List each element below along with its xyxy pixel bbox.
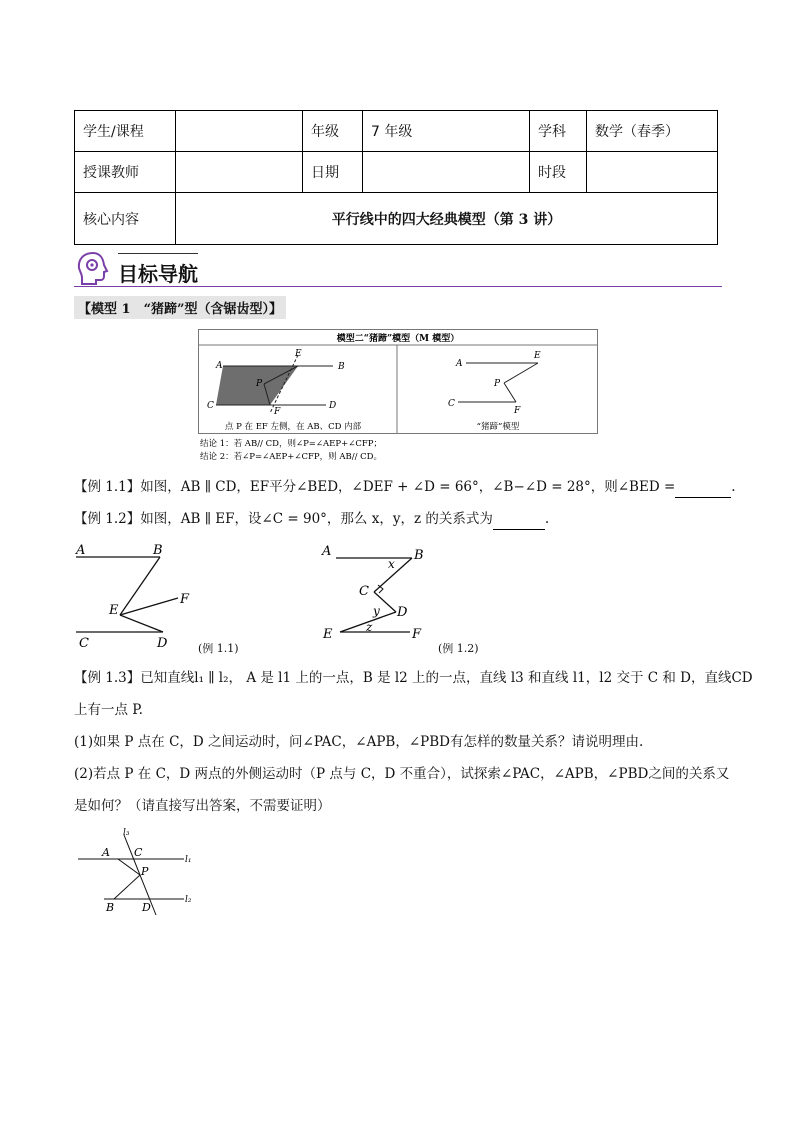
- svg-text:z: z: [366, 620, 373, 634]
- example-1-3-question-2-line2: 是如何？（请直接写出答案，不需要证明）: [74, 798, 331, 814]
- teacher-value: [176, 152, 303, 193]
- svg-text:P: P: [494, 379, 501, 389]
- svg-text:D: D: [329, 401, 337, 411]
- core-value: 平行线中的四大经典模型（第 3 讲）: [176, 193, 718, 245]
- student-label: 学生/课程: [75, 111, 176, 152]
- figure-1-1: [74, 540, 254, 652]
- example-1-2: 【例 1.2】如图，AB ∥ EF，设∠C = 90°，那么 x，y，z 的关系式为 .: [74, 509, 549, 530]
- grade-value: 7 年级: [363, 111, 530, 152]
- example-1-3-line1: 【例 1.3】已知直线l₁ ∥ l₂， A 是 l1 上的一点，B 是 l2 上的一点，直线 l3 和直线 l1，l2 交于 C 和 D，直线CD: [74, 670, 753, 686]
- answer-blank-1-2: [493, 509, 545, 530]
- period-value: [587, 152, 718, 193]
- figure-1-3: [74, 825, 214, 917]
- svg-text:A: A: [322, 544, 332, 559]
- svg-text:A: A: [102, 846, 110, 859]
- date-value: [363, 152, 530, 193]
- grade-label: 年级: [303, 111, 363, 152]
- svg-text:D: D: [157, 636, 168, 651]
- caption-1-1: (例 1.1): [198, 642, 239, 655]
- svg-text:C: C: [359, 584, 369, 599]
- svg-text:A: A: [76, 543, 86, 558]
- svg-text:B: B: [153, 543, 163, 558]
- figure-1-2: [318, 540, 438, 648]
- example-1-3-question-1: (1)如果 P 点在 C，D 之间运动时，问∠PAC，∠APB，∠PBD有怎样的数量关系？请说明理由.: [74, 734, 644, 750]
- example-1-1: 【例 1.1】如图，AB ∥ CD，EF平分∠BED，∠DEF + ∠D = 66°，∠B−∠D = 28°，则∠BED = .: [74, 477, 736, 498]
- section-title: 目标导航: [118, 262, 198, 286]
- core-label: 核心内容: [75, 193, 176, 245]
- period-label: 时段: [530, 152, 587, 193]
- model-conclusion-2: 结论 2：若∠P=∠AEP+∠CFP，则 AB// CD。: [200, 452, 382, 462]
- svg-text:E: E: [109, 603, 119, 618]
- model-box-title: 模型二“猪蹄”模型（M 模型）: [336, 334, 460, 344]
- model-figure: [198, 329, 598, 463]
- head-gear-icon: [74, 250, 112, 286]
- svg-text:B: B: [106, 901, 115, 914]
- svg-text:F: F: [180, 592, 190, 607]
- subject-value: 数学（春季）: [587, 111, 718, 152]
- svg-text:F: F: [274, 407, 281, 417]
- svg-text:E: E: [323, 627, 333, 642]
- svg-text:C: C: [207, 401, 214, 411]
- answer-blank-1-1: [675, 477, 731, 498]
- svg-text:E: E: [534, 351, 541, 361]
- model-tag: 【模型 1 “猪蹄”型（含锯齿型）】: [74, 296, 286, 319]
- svg-text:A: A: [216, 361, 223, 371]
- svg-text:B: B: [414, 548, 424, 563]
- example-1-3-line2: 上有一点 P.: [74, 702, 143, 718]
- svg-text:E: E: [295, 349, 302, 359]
- svg-text:l₂: l₂: [185, 895, 192, 905]
- svg-text:l₃: l₃: [123, 828, 130, 838]
- date-label: 日期: [303, 152, 363, 193]
- svg-text:l₁: l₁: [185, 855, 192, 865]
- svg-text:F: F: [412, 627, 422, 642]
- svg-text:A: A: [456, 359, 463, 369]
- section-top-rule: [118, 253, 198, 254]
- teacher-label: 授课教师: [75, 152, 176, 193]
- model-conclusion-1: 结论 1：若 AB// CD，则∠P=∠AEP+∠CFP；: [200, 439, 382, 449]
- svg-text:F: F: [514, 406, 521, 416]
- svg-text:C: C: [79, 636, 89, 651]
- svg-text:D: D: [397, 605, 408, 620]
- svg-text:x: x: [388, 557, 395, 571]
- svg-text:B: B: [338, 362, 345, 372]
- student-value: [176, 111, 303, 152]
- svg-text:C: C: [134, 846, 143, 859]
- section-rule: [74, 286, 722, 287]
- svg-text:C: C: [448, 399, 455, 409]
- subject-label: 学科: [530, 111, 587, 152]
- svg-text:P: P: [256, 379, 263, 389]
- model-right-caption: “猪蹄”模型: [476, 422, 520, 432]
- caption-1-2: (例 1.2): [438, 642, 479, 655]
- svg-text:P: P: [141, 865, 149, 878]
- example-1-3-question-2-line1: (2)若点 P 在 C，D 两点的外侧运动时（P 点与 C，D 不重合），试探索∠PAC，∠APB，∠PBD之间的关系又: [74, 766, 730, 782]
- model-left-caption: 点 P 在 EF 左侧，在 AB、CD 内部: [224, 422, 362, 432]
- svg-text:y: y: [373, 604, 380, 618]
- course-info-table: [74, 110, 718, 245]
- svg-text:D: D: [142, 901, 151, 914]
